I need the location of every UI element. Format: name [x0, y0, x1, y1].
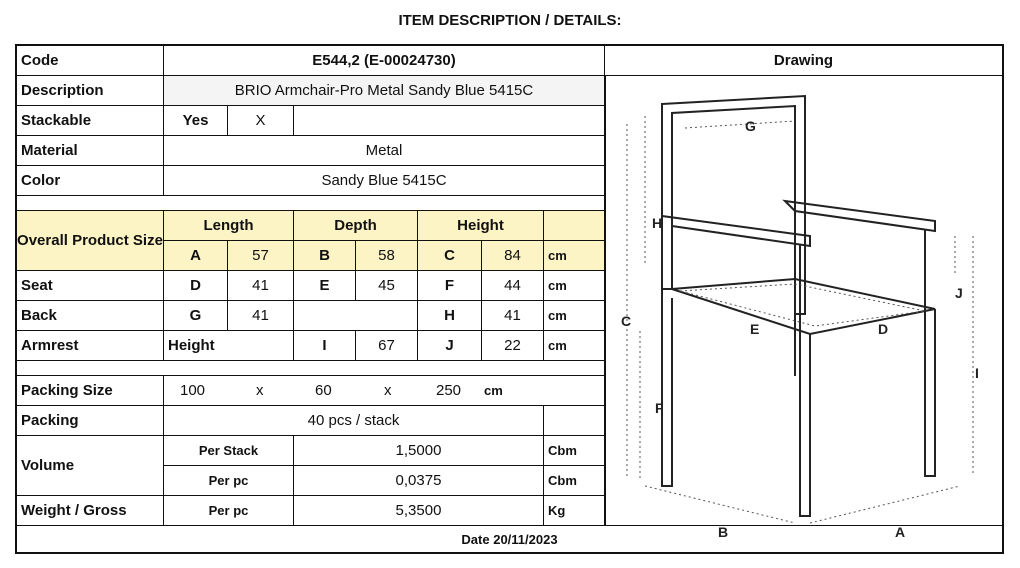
chair-drawing-svg: [605, 76, 1002, 540]
drawing-header: Drawing: [605, 46, 1002, 76]
label-c: C: [621, 313, 632, 329]
val-c: 84: [482, 241, 544, 271]
page-title: ITEM DESCRIPTION / DETAILS:: [398, 12, 622, 29]
packing-value: 40 pcs / stack: [164, 406, 544, 436]
packing-size-label: Packing Size: [17, 376, 164, 406]
key-c: C: [418, 241, 482, 271]
stackable-mark: X: [228, 106, 294, 136]
weight-per-label: Per pc: [164, 496, 294, 526]
key-e: E: [294, 271, 356, 301]
per-pc-unit: Cbm: [544, 466, 605, 496]
volume-label: Volume: [17, 436, 164, 496]
val-e: 45: [356, 271, 418, 301]
packing-size-cell: [164, 376, 605, 406]
seat-label: Seat: [17, 271, 164, 301]
description-value: BRIO Armchair-Pro Metal Sandy Blue 5415C: [164, 76, 605, 106]
label-b: B: [718, 524, 729, 540]
packing-size-x1: x: [256, 382, 264, 399]
val-j: 22: [482, 331, 544, 361]
key-g: G: [164, 301, 228, 331]
packing-size-b: 60: [315, 382, 332, 399]
color-label: Color: [17, 166, 164, 196]
stackable-label: Stackable: [17, 106, 164, 136]
packing-unit-empty: [544, 406, 605, 436]
val-d: 41: [228, 271, 294, 301]
armrest-label: Armrest: [17, 331, 164, 361]
unit-seat: cm: [544, 271, 605, 301]
per-pc-label: Per pc: [164, 466, 294, 496]
label-e: E: [750, 321, 760, 337]
packing-size-a: 100: [180, 382, 206, 399]
key-f: F: [418, 271, 482, 301]
key-h: H: [418, 301, 482, 331]
unit-armrest: cm: [544, 331, 605, 361]
back-depth-empty: [294, 301, 418, 331]
unit-overall: cm: [544, 241, 605, 271]
per-stack-label: Per Stack: [164, 436, 294, 466]
armrest-height-label: Height: [164, 331, 294, 361]
packing-size-unit: cm: [484, 383, 503, 398]
stackable-empty: [294, 106, 605, 136]
date: Date 20/11/2023: [461, 531, 558, 547]
details-sheet: [15, 44, 1004, 554]
val-a: 57: [228, 241, 294, 271]
code-value: E544,2 (E-00024730): [164, 46, 605, 76]
length-header: Length: [164, 211, 294, 241]
key-b: B: [294, 241, 356, 271]
stackable-yes: Yes: [164, 106, 228, 136]
weight-value: 5,3500: [294, 496, 544, 526]
description-label: Description: [17, 76, 164, 106]
packing-label: Packing: [17, 406, 164, 436]
unit-back: cm: [544, 301, 605, 331]
label-f: F: [655, 400, 664, 416]
material-label: Material: [17, 136, 164, 166]
label-j: J: [955, 285, 963, 301]
label-g: G: [745, 118, 756, 134]
per-stack-value: 1,5000: [294, 436, 544, 466]
weight-label: Weight / Gross: [17, 496, 164, 526]
val-h: 41: [482, 301, 544, 331]
label-i: I: [975, 365, 979, 381]
key-d: D: [164, 271, 228, 301]
per-stack-unit: Cbm: [544, 436, 605, 466]
val-b: 58: [356, 241, 418, 271]
height-header: Height: [418, 211, 544, 241]
color-value: Sandy Blue 5415C: [164, 166, 605, 196]
unit-header: [544, 211, 605, 241]
spacer-row: [17, 196, 605, 211]
val-f: 44: [482, 271, 544, 301]
spacer-row-2: [17, 361, 605, 376]
key-a: A: [164, 241, 228, 271]
val-g: 41: [228, 301, 294, 331]
per-pc-value: 0,0375: [294, 466, 544, 496]
packing-size-x2: x: [384, 382, 392, 399]
material-value: Metal: [164, 136, 605, 166]
val-i: 67: [356, 331, 418, 361]
back-label: Back: [17, 301, 164, 331]
overall-size-label: Overall Product Size: [17, 211, 164, 271]
code-label: Code: [17, 46, 164, 76]
label-a: A: [895, 524, 906, 540]
label-h: H: [652, 215, 663, 231]
chair-drawing: [605, 76, 1002, 540]
key-i: I: [294, 331, 356, 361]
weight-unit: Kg: [544, 496, 605, 526]
key-j: J: [418, 331, 482, 361]
label-d: D: [878, 321, 889, 337]
depth-header: Depth: [294, 211, 418, 241]
packing-size-c: 250: [436, 382, 462, 399]
